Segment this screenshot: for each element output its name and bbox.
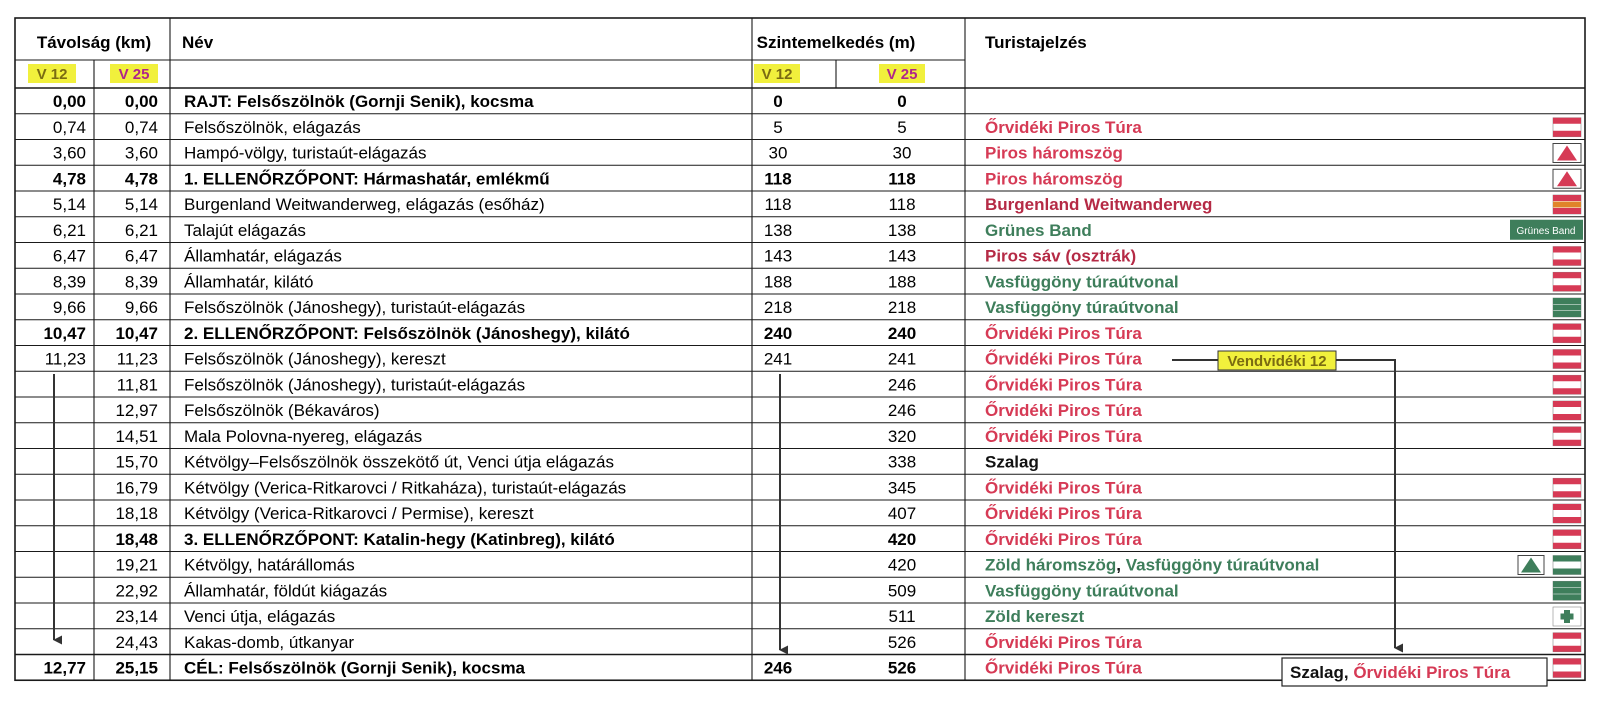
red-triangle-icon: [1553, 169, 1581, 188]
v12-elevation-cell: 0: [773, 92, 783, 111]
v25-distance-cell: 16,79: [115, 478, 158, 498]
table-row: [115, 633, 1581, 652]
waypoint-name-cell: RAJT: Felsőszölnök (Gornji Senik), kocsma: [184, 92, 534, 111]
v25-distance-cell: 25,15: [115, 658, 158, 678]
v25-elevation-cell: 526: [887, 658, 917, 678]
waypoint-name-cell: Kétvölgy–Felsőszölnök összekötő út, Venci útja elágazás: [184, 452, 614, 472]
v25-distance-cell: 5,14: [124, 195, 158, 214]
table-row: [53, 195, 1581, 214]
v12-route-label: Vendvidéki 12: [1227, 353, 1327, 370]
trail-marking-cell: [985, 530, 1142, 549]
v25-distance-cell: 19,21: [115, 555, 158, 575]
table-row: [115, 478, 1581, 497]
red-stripe-icon: [1553, 427, 1581, 446]
trail-marking-cell: [985, 504, 1142, 523]
trail-marking-cell: [985, 221, 1092, 240]
trail-marking-cell: [985, 556, 1319, 575]
v25-elevation-cell: 30: [892, 143, 912, 163]
v12-distance-cell: 11,23: [44, 349, 86, 369]
trail-marking-text: Vasfüggöny túraútvonal: [985, 581, 1179, 601]
trail-marking-cell: [985, 169, 1123, 188]
v25-distance-cell: 6,47: [124, 246, 158, 266]
red-stripe-icon: [1553, 118, 1581, 137]
v12-elevation-cell: 5: [773, 117, 783, 137]
waypoint-name-cell: Államhatár, kilátó: [184, 272, 314, 292]
v25-elevation-cell: 338: [887, 452, 917, 472]
red-stripe-icon: [1553, 530, 1581, 549]
v12-distance-cell: 3,60: [52, 143, 86, 163]
v25-distance-cell: 10,47: [115, 323, 158, 343]
grunes-band-icon: [1510, 220, 1583, 240]
trail-marking-text: Őrvidéki Piros Túra: [985, 658, 1142, 678]
red-stripe-icon: [1553, 247, 1581, 266]
red-stripe-icon: [1553, 633, 1581, 652]
v12-distance-tag: [28, 64, 76, 83]
v12-elevation-cell: 240: [763, 323, 793, 343]
v12-distance-cell: 9,66: [52, 298, 86, 317]
trail-marking-cell: [985, 478, 1142, 497]
v12-distance-cell: 5,14: [52, 195, 86, 214]
v12-elevation-cell: 143: [763, 246, 793, 266]
v12-elevation-cell: 118: [764, 169, 792, 189]
trail-marking-text: Őrvidéki Piros Túra: [985, 349, 1142, 369]
v25-distance-cell: 4,78: [124, 169, 158, 189]
table-row: [115, 607, 1581, 626]
red-triangle-icon: [1553, 144, 1581, 163]
v25-elevation-cell: 5: [897, 117, 907, 137]
v25-elevation-cell: 218: [887, 298, 917, 317]
v12-elevation-cell: 30: [768, 143, 788, 163]
trail-marking-cell: [985, 118, 1142, 137]
trail-marking-text: Zöld háromszög: [985, 555, 1117, 575]
trail-marking-text: Őrvidéki Piros Túra: [985, 426, 1142, 446]
green-triangle-icon: [1518, 556, 1544, 575]
v12-elevation-cell: 246: [763, 658, 793, 678]
table-row: [115, 453, 1038, 472]
trail-marking-text: Vasfüggöny túraútvonal: [1125, 555, 1320, 575]
header-name: Név: [182, 33, 214, 52]
v25-elevation-tag: [879, 64, 925, 83]
trail-marking-text: Őrvidéki Piros Túra: [985, 401, 1142, 420]
trail-marking-text: Piros sáv (osztrák): [985, 246, 1137, 266]
green-stripe-icon: [1553, 556, 1581, 575]
v25-elevation-cell: 420: [887, 555, 917, 575]
v12-distance-cell: 12,77: [43, 658, 86, 678]
waypoint-name-cell: 3. ELLENŐRZŐPONT: Katalin-hegy (Katinbreg), kilátó: [184, 529, 615, 549]
trail-marking-cell: [985, 659, 1142, 678]
v12-elevation-cell: 241: [763, 349, 793, 369]
v25-elevation-cell: 241: [887, 349, 917, 369]
table-row: [53, 92, 907, 111]
trail-marking-text: Őrvidéki Piros Túra: [985, 478, 1142, 498]
v25-elevation-cell: 143: [887, 246, 917, 266]
waypoint-name-cell: Kétvölgy, határállomás: [184, 555, 355, 575]
red-stripe-icon: [1553, 324, 1581, 343]
waypoint-name-cell: Venci útja, elágazás: [184, 607, 336, 626]
red-stripe-icon: [1553, 478, 1581, 497]
table-row: [117, 375, 1581, 394]
v25-distance-cell: 3,60: [124, 143, 158, 163]
v12-elevation-cell: 138: [763, 220, 793, 240]
v25-elevation-cell: 509: [887, 581, 917, 601]
v25-distance-cell: 8,39: [124, 272, 158, 292]
trail-marking-cell: [985, 350, 1142, 369]
waypoint-name-cell: 2. ELLENŐRZŐPONT: Felsőszölnök (Jánoshegy), kilátó: [184, 323, 630, 343]
v25-distance-cell: 22,92: [115, 581, 158, 601]
red-orange-stripe-icon: [1553, 195, 1581, 214]
waypoint-name-cell: Mala Polovna-nyereg, elágazás: [184, 426, 423, 446]
v25-elevation-cell: 118: [888, 169, 916, 189]
table-row: [115, 581, 1581, 600]
trail-marking-text: Őrvidéki Piros Túra: [985, 323, 1142, 343]
table-row: [115, 530, 1581, 549]
v12-distance-cell: 6,47: [52, 246, 86, 266]
table-row: [53, 298, 1581, 317]
v25-elevation-cell: 246: [887, 375, 917, 395]
v25-distance-label: V 25: [118, 66, 150, 83]
trail-marking-cell: [985, 298, 1179, 317]
header-marking: Turistajelzés: [985, 33, 1087, 52]
table-header: [28, 33, 1087, 83]
trail-marking-text: Vasfüggöny túraútvonal: [985, 298, 1179, 317]
v12-final-marking: [1282, 658, 1547, 686]
trail-marking-text: Őrvidéki Piros Túra: [985, 632, 1142, 652]
trail-marking-cell: [985, 607, 1085, 626]
waypoint-name-cell: Felsőszölnök (Békaváros): [184, 401, 380, 420]
trail-marking-text: ,: [1116, 555, 1126, 575]
v25-distance-cell: 11,81: [116, 375, 158, 395]
trail-marking-cell: [985, 581, 1179, 600]
green-stripe-icon: [1553, 298, 1581, 317]
red-stripe-icon: [1553, 350, 1581, 369]
v25-elevation-cell: 420: [887, 529, 917, 549]
table-row: [43, 324, 1581, 343]
table-row: [115, 504, 1581, 523]
v12-marking-arrow: [1172, 360, 1395, 648]
green-cross-icon: [1553, 607, 1581, 626]
red-stripe-icon: [1553, 375, 1581, 394]
waypoint-name-cell: Kétvölgy (Verica-Ritkarovci / Permise), kereszt: [184, 504, 534, 523]
trail-marking-cell: [985, 427, 1142, 446]
waypoint-name-cell: Felsőszölnök (Jánoshegy), turistaút-elágazás: [184, 298, 526, 317]
v25-distance-cell: 6,21: [124, 220, 158, 240]
waypoint-name-cell: 1. ELLENŐRZŐPONT: Hármashatár, emlékmű: [184, 169, 550, 189]
red-stripe-icon: [1553, 272, 1581, 291]
trail-marking-cell: [985, 401, 1142, 420]
waypoint-name-cell: Talajút elágazás: [184, 220, 306, 240]
trail-marking-text: Piros háromszög: [985, 169, 1123, 189]
v25-distance-cell: 24,43: [115, 632, 158, 652]
table-body: [43, 92, 1583, 678]
trail-marking-text: Vasfüggöny túraútvonal: [985, 272, 1179, 292]
trail-marking-text: Zöld kereszt: [985, 607, 1085, 626]
v12-distance-cell: 4,78: [52, 169, 86, 189]
v12-distance-cell: 10,47: [43, 323, 86, 343]
trail-marking-text: Szalag,: [1290, 663, 1354, 682]
v25-elevation-cell: 407: [887, 504, 917, 523]
v25-distance-cell: 9,66: [124, 298, 158, 317]
v12-distance-label: V 12: [36, 66, 68, 83]
waypoint-name-cell: Kétvölgy (Verica-Ritkarovci / Ritkaháza), turistaút-elágazás: [184, 478, 627, 498]
trail-marking-cell: [985, 375, 1142, 394]
v12-elevation-tag: [754, 64, 800, 83]
trail-marking-text: Burgenland Weitwanderweg: [985, 195, 1213, 214]
waypoint-name-cell: Kakas-domb, útkanyar: [184, 632, 355, 652]
waypoint-name-cell: Államhatár, elágazás: [184, 246, 342, 266]
waypoint-name-cell: Burgenland Weitwanderweg, elágazás (esőház): [184, 195, 545, 214]
trail-marking-text: Őrvidéki Piros Túra: [985, 504, 1142, 523]
trail-marking-text: Piros háromszög: [985, 143, 1123, 163]
trail-marking-cell: [985, 195, 1212, 214]
waypoint-name-cell: Hampó-völgy, turistaút-elágazás: [184, 143, 427, 163]
table-row: [53, 118, 1581, 137]
table-row: [53, 220, 1583, 240]
v25-elevation-cell: 526: [887, 632, 917, 652]
trail-marking-text: Őrvidéki Piros Túra: [985, 375, 1142, 395]
waypoint-name-cell: CÉL: Felsőszölnök (Gornji Senik), kocsma: [184, 658, 526, 678]
v12-route-badge: [1218, 351, 1336, 370]
green-stripe-icon: [1553, 581, 1581, 600]
v12-distance-cell: 0,74: [52, 117, 86, 137]
v12-distance-cell: 8,39: [52, 272, 86, 292]
v25-elevation-cell: 138: [887, 220, 917, 240]
v25-distance-tag: [110, 64, 158, 83]
table-row: [53, 247, 1581, 266]
waypoint-name-cell: Államhatár, földút kiágazás: [184, 581, 388, 601]
v25-elevation-cell: 345: [887, 478, 917, 498]
v25-distance-cell: 0,00: [124, 92, 158, 111]
header-distance: Távolság (km): [36, 33, 152, 52]
trail-marking-cell: [985, 247, 1136, 266]
v25-distance-cell: 23,14: [115, 607, 158, 626]
table-row: [115, 427, 1581, 446]
v25-elevation-cell: 118: [888, 195, 916, 214]
v12-elevation-cell: 118: [764, 195, 792, 214]
v12-distance-cell: 6,21: [52, 220, 86, 240]
grunes-band-badge-text: Grünes Band: [1516, 225, 1576, 237]
v12-elevation-cell: 218: [763, 298, 793, 317]
table-row: [53, 169, 1581, 188]
v12-elevation-label: V 12: [761, 66, 793, 83]
v12-final-marking-text: [1290, 663, 1511, 682]
v25-distance-cell: 11,23: [116, 349, 158, 369]
waypoint-name-cell: Felsőszölnök, elágazás: [184, 117, 361, 137]
v25-elevation-label: V 25: [886, 66, 918, 83]
table-row: [53, 272, 1581, 291]
red-stripe-icon: [1553, 659, 1581, 678]
table-row: [53, 144, 1581, 163]
trail-marking-text: Szalag: [985, 452, 1039, 472]
v25-distance-cell: 14,51: [115, 426, 158, 446]
v25-elevation-cell: 0: [897, 92, 907, 111]
table-row: [115, 556, 1581, 575]
v25-elevation-cell: 188: [887, 272, 917, 292]
waypoint-name-cell: Felsőszölnök (Jánoshegy), kereszt: [184, 349, 446, 369]
waypoint-name-cell: Felsőszölnök (Jánoshegy), turistaút-elágazás: [184, 375, 526, 395]
trail-marking-text: Őrvidéki Piros Túra: [985, 117, 1142, 137]
trail-marking-cell: [985, 324, 1142, 343]
trail-marking-cell: [985, 144, 1123, 163]
trail-marking-text: Őrvidéki Piros Túra: [1353, 663, 1511, 682]
header-elevation: Szintemelkedés (m): [756, 33, 916, 52]
v25-elevation-cell: 240: [887, 323, 917, 343]
red-stripe-icon: [1553, 401, 1581, 420]
trail-marking-cell: [985, 633, 1142, 652]
trail-marking-cell: [985, 453, 1039, 472]
trail-marking-cell: [985, 272, 1179, 291]
v25-distance-cell: 18,18: [115, 504, 158, 523]
v12-distance-cell: 0,00: [52, 92, 86, 111]
red-stripe-icon: [1553, 504, 1581, 523]
v25-elevation-cell: 320: [887, 426, 917, 446]
v25-distance-cell: 12,97: [115, 401, 158, 420]
v25-distance-cell: 0,74: [124, 117, 158, 137]
v25-distance-cell: 15,70: [115, 452, 158, 472]
v12-elevation-cell: 188: [763, 272, 793, 292]
v25-elevation-cell: 246: [887, 401, 917, 420]
trail-marking-text: Őrvidéki Piros Túra: [985, 529, 1142, 549]
trail-marking-text: Grünes Band: [985, 220, 1092, 240]
v25-distance-cell: 18,48: [115, 529, 158, 549]
v25-elevation-cell: 511: [888, 607, 916, 626]
table-row: [115, 401, 1581, 420]
